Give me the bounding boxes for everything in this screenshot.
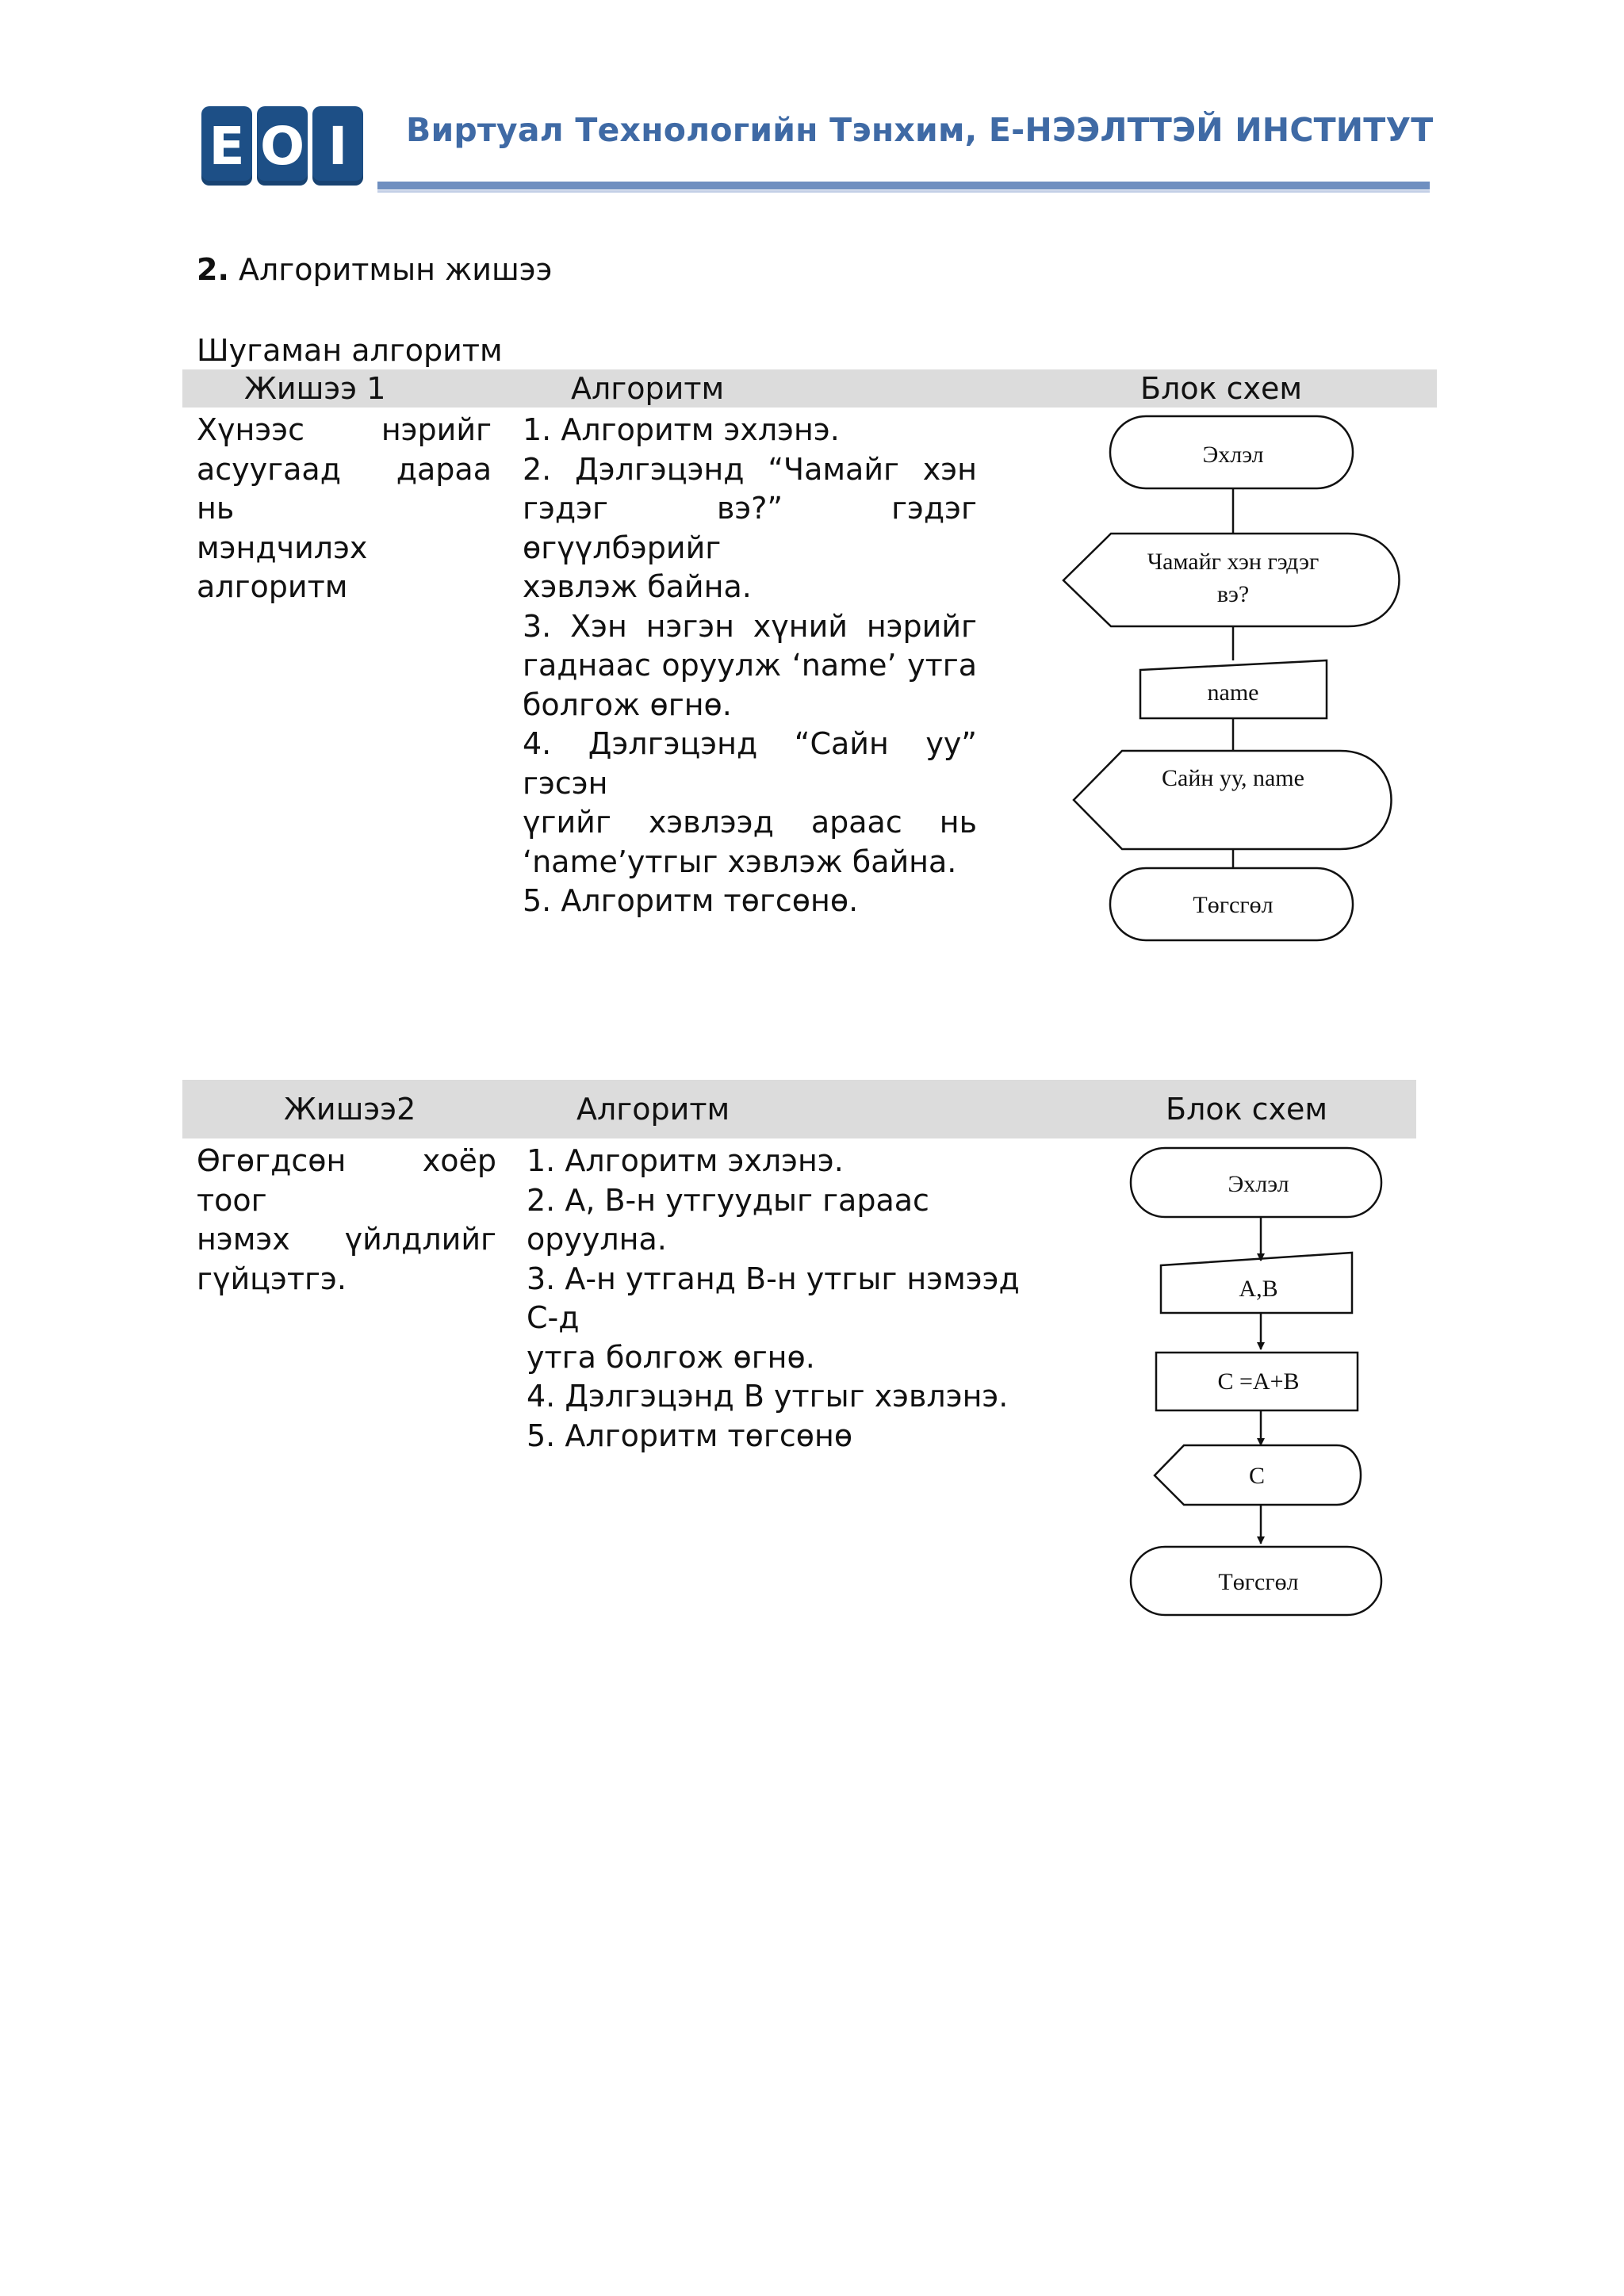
step-line: үгийг хэвлээд араас нь bbox=[523, 805, 977, 840]
description-line: нэмэх үйлдлийг bbox=[197, 1222, 496, 1257]
end-terminal bbox=[1110, 868, 1353, 940]
logo-letter: E bbox=[201, 106, 252, 186]
flow-end-label: Төгсгөл bbox=[1218, 1569, 1299, 1595]
flow-process-label: C =A+B bbox=[1217, 1368, 1300, 1395]
flow-start-label: Эхлэл bbox=[1202, 442, 1264, 468]
step-line: 2. А, В-н утгуудыг гараас оруулна. bbox=[527, 1182, 929, 1257]
example2-header-example: Жишээ2 bbox=[284, 1092, 416, 1127]
example2-header-flowchart: Блок схем bbox=[1166, 1092, 1328, 1127]
description-line: мэндчилэх bbox=[197, 530, 368, 565]
section-heading bbox=[197, 252, 552, 287]
example1-table-header bbox=[182, 369, 1437, 408]
step-line: 3. Хэн нэгэн хүний нэрийг bbox=[523, 608, 977, 644]
input-parallelogram bbox=[1161, 1253, 1352, 1313]
flow-output-label: C bbox=[1248, 1463, 1266, 1489]
step-line: 4. Дэлгэцэнд В утгыг хэвлэнэ. bbox=[527, 1379, 1009, 1414]
output-display-shape bbox=[1074, 751, 1392, 849]
description-line: асуугаад дараа нь bbox=[197, 451, 492, 526]
flow-input-label: name bbox=[1207, 679, 1259, 706]
step-line: 4. Дэлгэцэнд “Сайн уу” гэсэн bbox=[523, 726, 977, 801]
example2-steps bbox=[527, 1142, 1061, 1456]
flow-output-label: Чамайг хэн гэдэг bbox=[1147, 549, 1320, 575]
output-display-shape bbox=[1063, 534, 1400, 626]
input-parallelogram bbox=[1140, 660, 1327, 718]
step-line: 3. А-н утганд В-н утгыг нэмээд С-д bbox=[527, 1261, 1020, 1335]
description-line: гүйцэтгэ. bbox=[197, 1261, 347, 1296]
step-line: 5. Алгоритм төгсөнө. bbox=[523, 883, 859, 918]
example1-header-algorithm: Алгоритм bbox=[571, 371, 725, 406]
example2-description bbox=[197, 1142, 496, 1299]
step-line: ‘name’утгыг хэвлэж байна. bbox=[523, 844, 957, 879]
description-line: Хүнээс нэрийг bbox=[197, 412, 492, 447]
start-terminal bbox=[1131, 1148, 1381, 1217]
flow-start-label: Эхлэл bbox=[1228, 1171, 1289, 1197]
flow-output-label: вэ? bbox=[1216, 581, 1250, 607]
start-terminal bbox=[1110, 416, 1353, 488]
example2-table-header bbox=[182, 1080, 1416, 1138]
step-line: 2. Дэлгэцэнд “Чамайг хэн bbox=[523, 451, 977, 487]
section-title: Алгоритмын жишээ bbox=[238, 252, 553, 287]
process-box bbox=[1156, 1353, 1358, 1410]
step-line: болгож өгнө. bbox=[523, 687, 732, 722]
step-line: 1. Алгоритм эхлэнэ. bbox=[527, 1143, 844, 1178]
section-number: 2. bbox=[197, 252, 229, 287]
example1-header-example: Жишээ 1 bbox=[244, 371, 386, 406]
header-title: Виртуал Технологийн Тэнхим, Е-НЭЭЛТТЭЙ ИНСТИТУТ bbox=[406, 111, 1434, 149]
step-line: хэвлэж байна. bbox=[523, 569, 752, 604]
flow-output-label: Сайн уу, name bbox=[1162, 765, 1304, 791]
step-line: утга болгож өгнө. bbox=[527, 1339, 815, 1375]
flow-end-label: Төгсгөл bbox=[1193, 892, 1274, 918]
description-line: Өгөгдсөн хоёр тоог bbox=[197, 1143, 496, 1218]
section-subtitle: Шугаман алгоритм bbox=[197, 333, 503, 368]
logo-letter: O bbox=[257, 106, 308, 186]
logo-letter: I bbox=[312, 106, 363, 186]
flow-input-label: A,B bbox=[1239, 1276, 1278, 1302]
example1-header-flowchart: Блок схем bbox=[1140, 371, 1303, 406]
example1-steps bbox=[523, 411, 977, 921]
header-rule bbox=[377, 182, 1430, 189]
step-line: гаднаас оруулж ‘name’ утга bbox=[523, 648, 977, 683]
step-line: 5. Алгоритм төгсөнө bbox=[527, 1418, 853, 1453]
step-line: 1. Алгоритм эхлэнэ. bbox=[523, 412, 840, 447]
output-display-shape bbox=[1155, 1445, 1361, 1505]
example1-description bbox=[197, 411, 492, 607]
example2-header-algorithm: Алгоритм bbox=[576, 1092, 730, 1127]
header-rule-shadow bbox=[377, 190, 1430, 193]
step-line: гэдэг вэ?” гэдэг өгүүлбэрийг bbox=[523, 491, 977, 565]
eoi-logo bbox=[201, 106, 363, 186]
description-line: алгоритм bbox=[197, 569, 348, 604]
end-terminal bbox=[1131, 1547, 1381, 1615]
